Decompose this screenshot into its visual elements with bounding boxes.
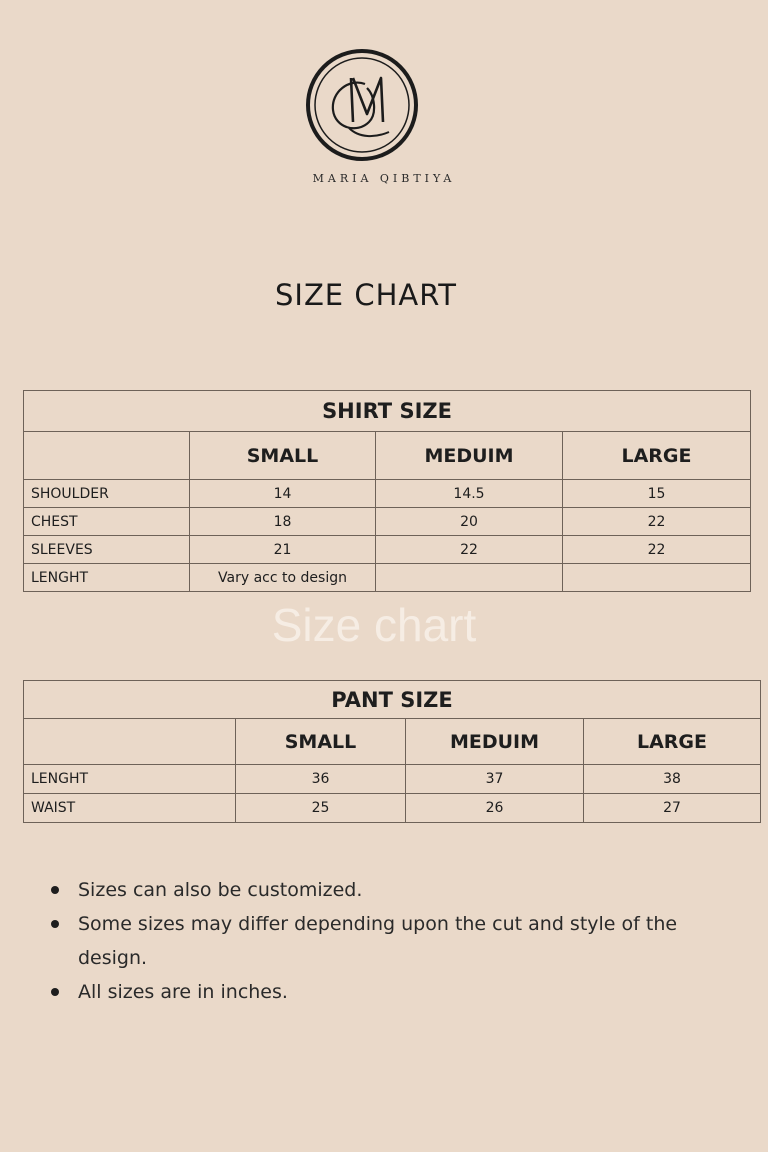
table-cell: 21 [190,536,376,564]
empty-header-cell [24,432,190,480]
table-cell: 14 [190,480,376,508]
row-label: LENGHT [24,564,190,592]
table-cell: 38 [584,765,761,794]
table-row [24,480,751,508]
table-cell: 22 [563,536,751,564]
bullet-icon [51,988,59,996]
table-row [24,794,761,823]
list-item [48,907,728,975]
shirt-table-title: SHIRT SIZE [24,391,751,432]
brand-name: MARIA QIBTIYA [312,172,456,185]
empty-header-cell [24,719,236,765]
note-text: All sizes are in inches. [78,981,288,1003]
bullet-icon [51,920,59,928]
table-cell: 26 [406,794,584,823]
note-text: Some sizes may differ depending upon the cut and style of the design. [78,913,678,969]
column-header-large: LARGE [563,432,751,480]
column-header-small: SMALL [236,719,406,765]
row-label: WAIST [24,794,236,823]
column-header-medium: MEDUIM [376,432,563,480]
table-row [24,536,751,564]
table-cell: 27 [584,794,761,823]
table-cell: 22 [376,536,563,564]
notes-list [48,873,728,1009]
pant-table-title: PANT SIZE [24,681,761,719]
bullet-icon [51,886,59,894]
table-cell [563,564,751,592]
table-cell: 22 [563,508,751,536]
table-cell: 25 [236,794,406,823]
table-row [24,564,751,592]
watermark-text: Size chart [271,599,477,651]
column-header-medium: MEDUIM [406,719,584,765]
column-header-large: LARGE [584,719,761,765]
column-header-small: SMALL [190,432,376,480]
table-cell: 20 [376,508,563,536]
brand-logo [305,48,419,162]
shirt-size-table [23,390,751,592]
row-label: CHEST [24,508,190,536]
table-cell: Vary acc to design [190,564,376,592]
table-cell: 37 [406,765,584,794]
table-cell: 14.5 [376,480,563,508]
row-label: SHOULDER [24,480,190,508]
table-cell: 18 [190,508,376,536]
table-row [24,765,761,794]
list-item [48,975,728,1009]
table-cell: 36 [236,765,406,794]
table-row [24,508,751,536]
table-cell [376,564,563,592]
table-cell: 15 [563,480,751,508]
list-item [48,873,728,907]
row-label: LENGHT [24,765,236,794]
row-label: SLEEVES [24,536,190,564]
note-text: Sizes can also be customized. [78,879,363,901]
page-title: SIZE CHART [274,278,458,312]
pant-size-table [23,680,761,823]
